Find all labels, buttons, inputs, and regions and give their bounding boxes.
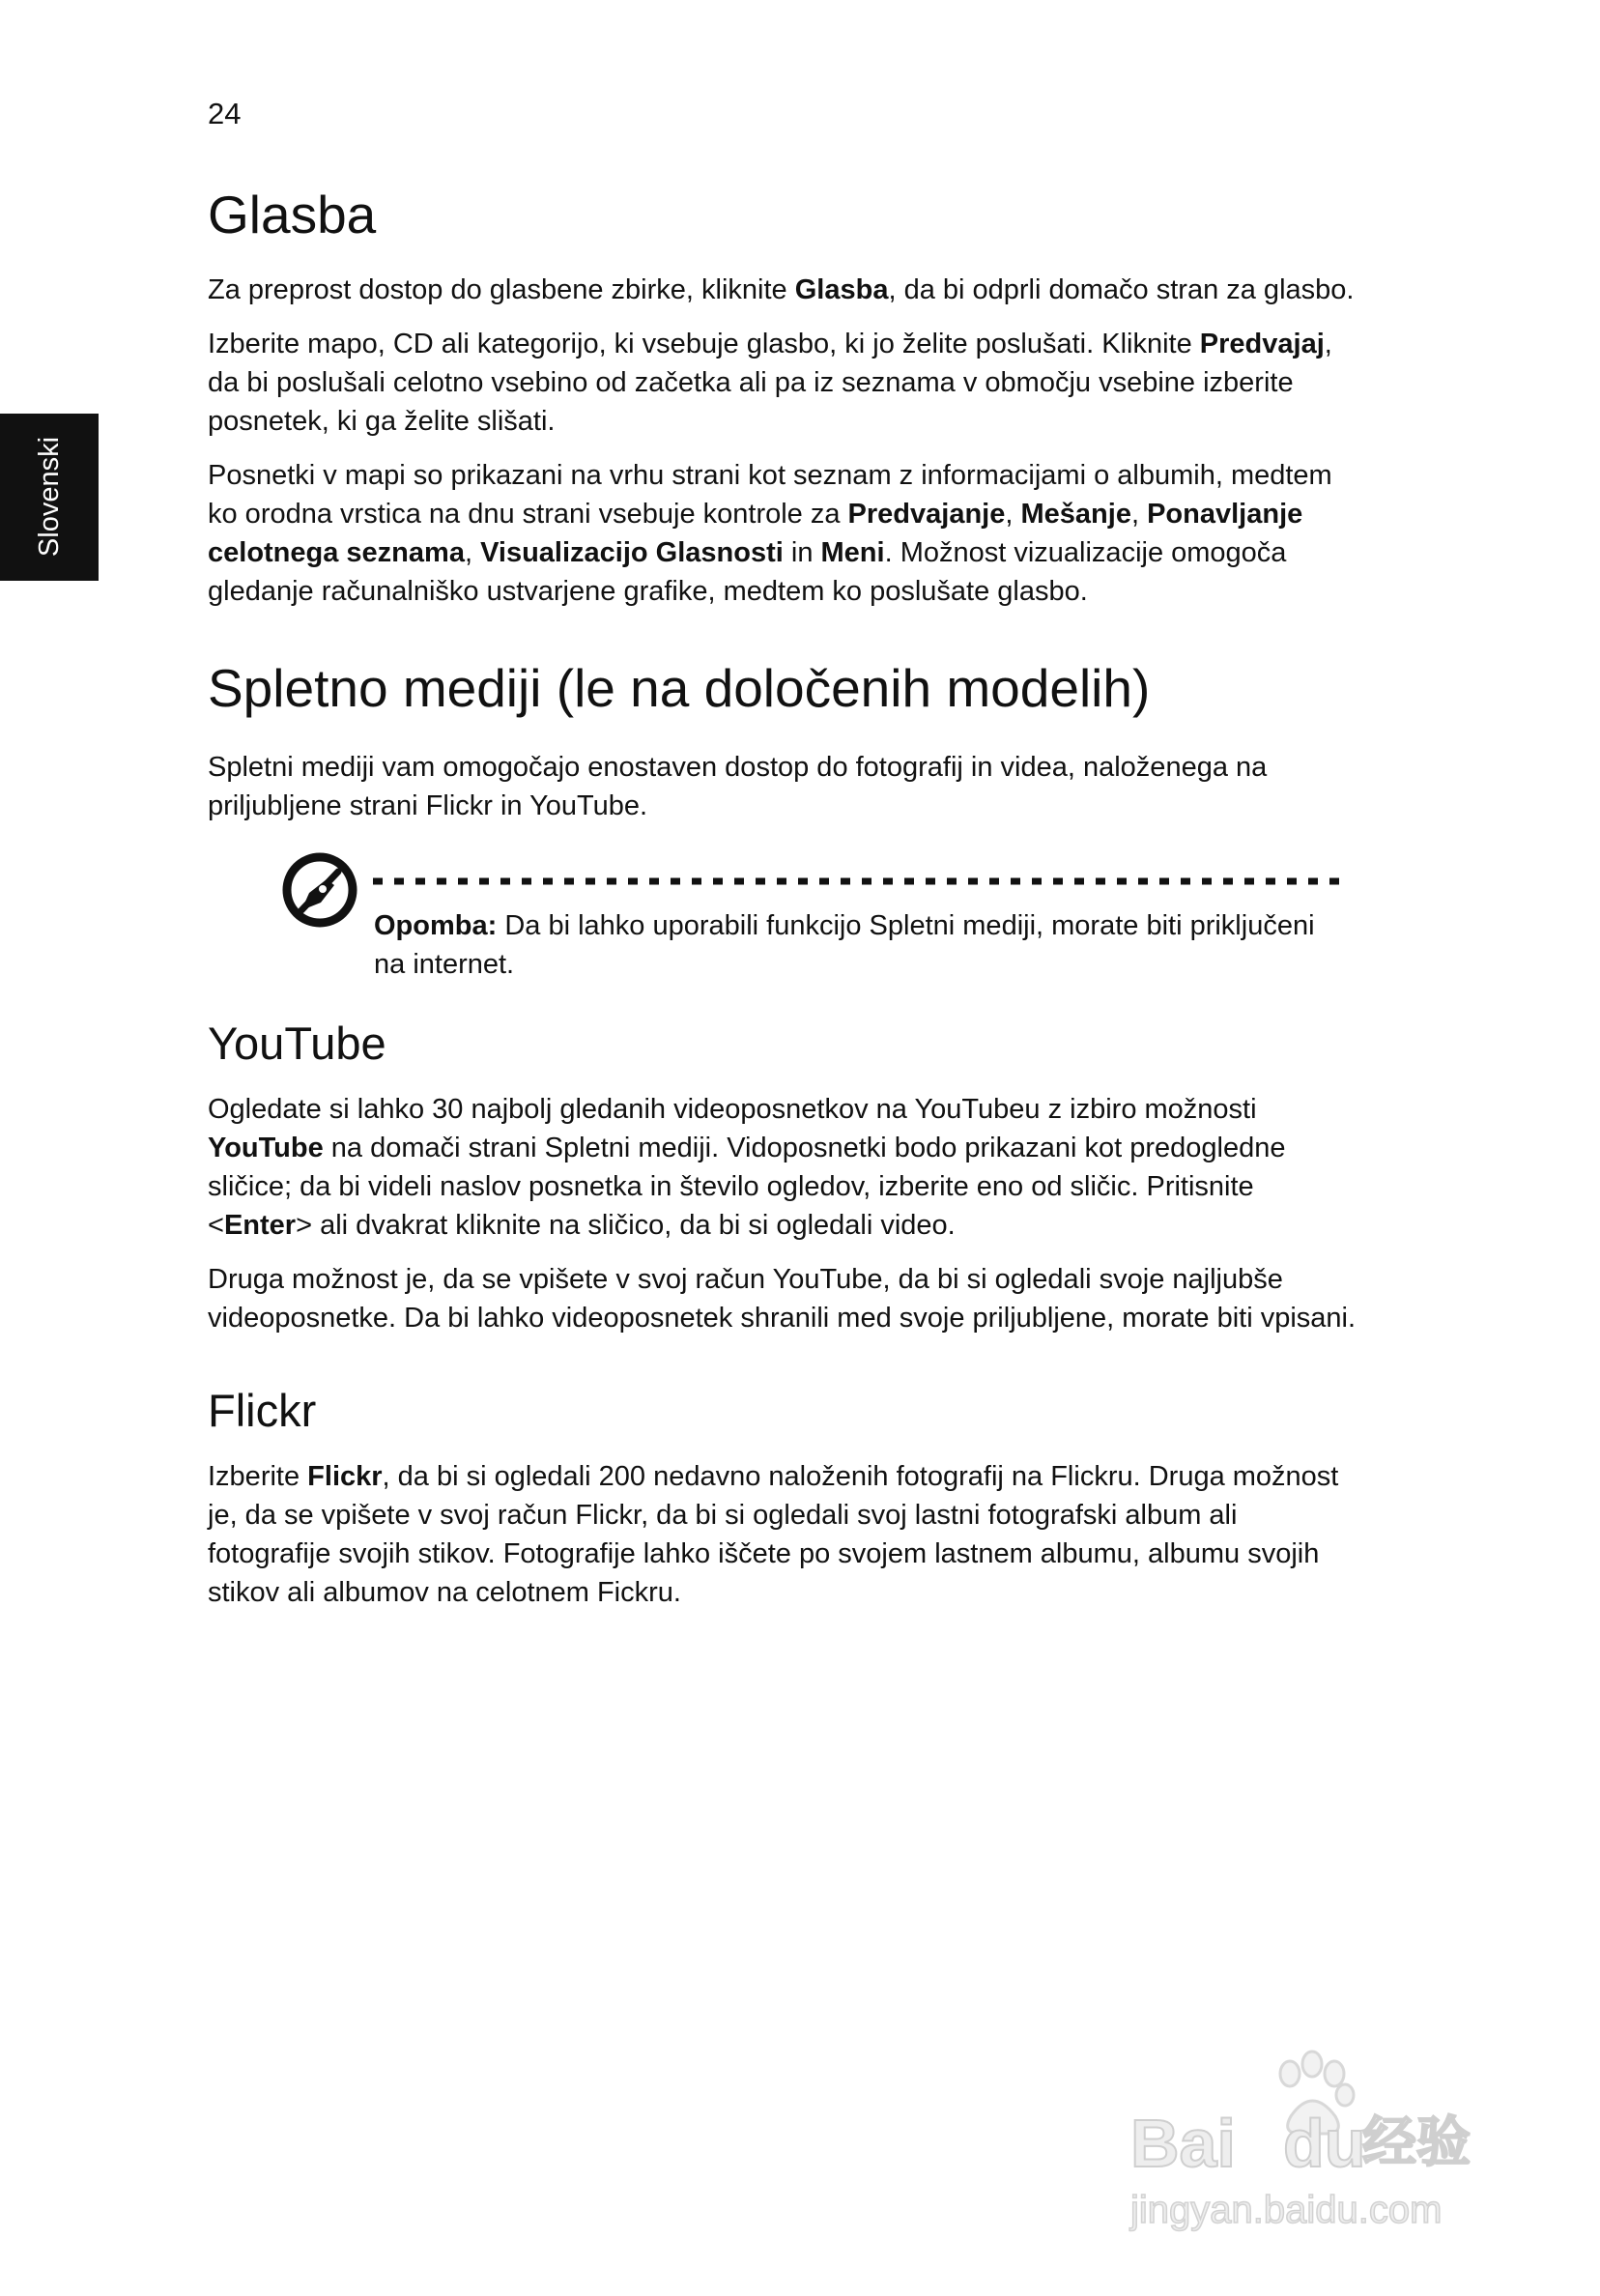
- glasba-paragraph-2: Izberite mapo, CD ali kategorijo, ki vsebuje glasbo, ki jo želite poslušati. Kliknite Predvajaj, da bi poslušali celotno vsebino od začetka ali pa iz seznama v območju vsebine izberite posnetek, ki ga želite slišati.: [208, 329, 1332, 437]
- note-text: Opomba: Da bi lahko uporabili funkcijo Spletni mediji, morate biti priključeni na internet.: [374, 910, 1315, 980]
- note-box: [280, 850, 1357, 993]
- watermark-brand-cn: 经验: [1362, 2111, 1471, 2174]
- page-content: [208, 184, 1357, 1612]
- language-side-tab: [0, 414, 99, 581]
- note-pen-icon: [280, 850, 359, 930]
- section-title-glasba: Glasba: [208, 185, 377, 244]
- watermark-brand-left: Bai: [1130, 2106, 1236, 2181]
- youtube-paragraph-2: Druga možnost je, da se vpišete v svoj račun YouTube, da bi si ogledali svoje najljubše videoposnetke. Da bi lahko videoposnetek shranili med svoje priljubljene, morate biti vpisani.: [208, 1264, 1357, 1334]
- flickr-paragraph-1: Izberite Flickr, da bi si ogledali 200 nedavno naloženih fotografij na Flickru. Druga možnost je, da se vpišete v svoj račun Flickr, da bi si ogledali svoj lastni fotografski album ali fotografije svojih stikov. Fotografije lahko iščete po svojem lastnem albumu, albumu svojih stikov ali albumov na celotnem Fickru.: [208, 1461, 1339, 1608]
- language-side-tab-label: Slovenski: [34, 436, 65, 558]
- youtube-paragraph-1: Ogledate si lahko 30 najbolj gledanih videoposnetkov na YouTubeu z izbiro možnosti YouTube na domači strani Spletni mediji. Vidoposnetki bodo prikazani kot predogledne sličice; da bi videli naslov posnetka in število ogledov, izberite eno od sličic. Pritisnite <Enter> ali dvakrat kliknite na sličico, da bi si ogledali video.: [208, 1094, 1286, 1241]
- watermark-brand-right: du: [1283, 2106, 1366, 2181]
- baidu-jingyan-watermark: [1121, 2039, 1507, 2242]
- glasba-paragraph-1: Za preprost dostop do glasbene zbirke, kliknite Glasba, da bi odprli domačo stran za glasbo.: [208, 274, 1355, 305]
- glasba-paragraph-3: Posnetki v mapi so prikazani na vrhu strani kot seznam z informacijami o albumih, medtem ko orodna vrstica na dnu strani vsebuje kontrole za Predvajanje, Mešanje, Ponavljanje celotnega seznama, Visualizacijo Glasnosti in Meni. Možnost vizualizacije omogoča gledanje računalniško ustvarjene grafike, medtem ko poslušate glasbo.: [208, 460, 1332, 607]
- watermark-url: jingyan.baidu.com: [1130, 2189, 1443, 2231]
- page-number: 24: [208, 97, 242, 130]
- section-title-spletno-mediji: Spletno mediji (le na določenih modelih): [208, 658, 1151, 718]
- section-title-youtube: YouTube: [208, 1018, 386, 1069]
- section-title-flickr: Flickr: [208, 1385, 317, 1436]
- spletno-paragraph-1: Spletni mediji vam omogočajo enostaven dostop do fotografij in videa, naloženega na priljubljene strani Flickr in YouTube.: [208, 752, 1268, 821]
- note-dotted-rule: [373, 877, 1347, 885]
